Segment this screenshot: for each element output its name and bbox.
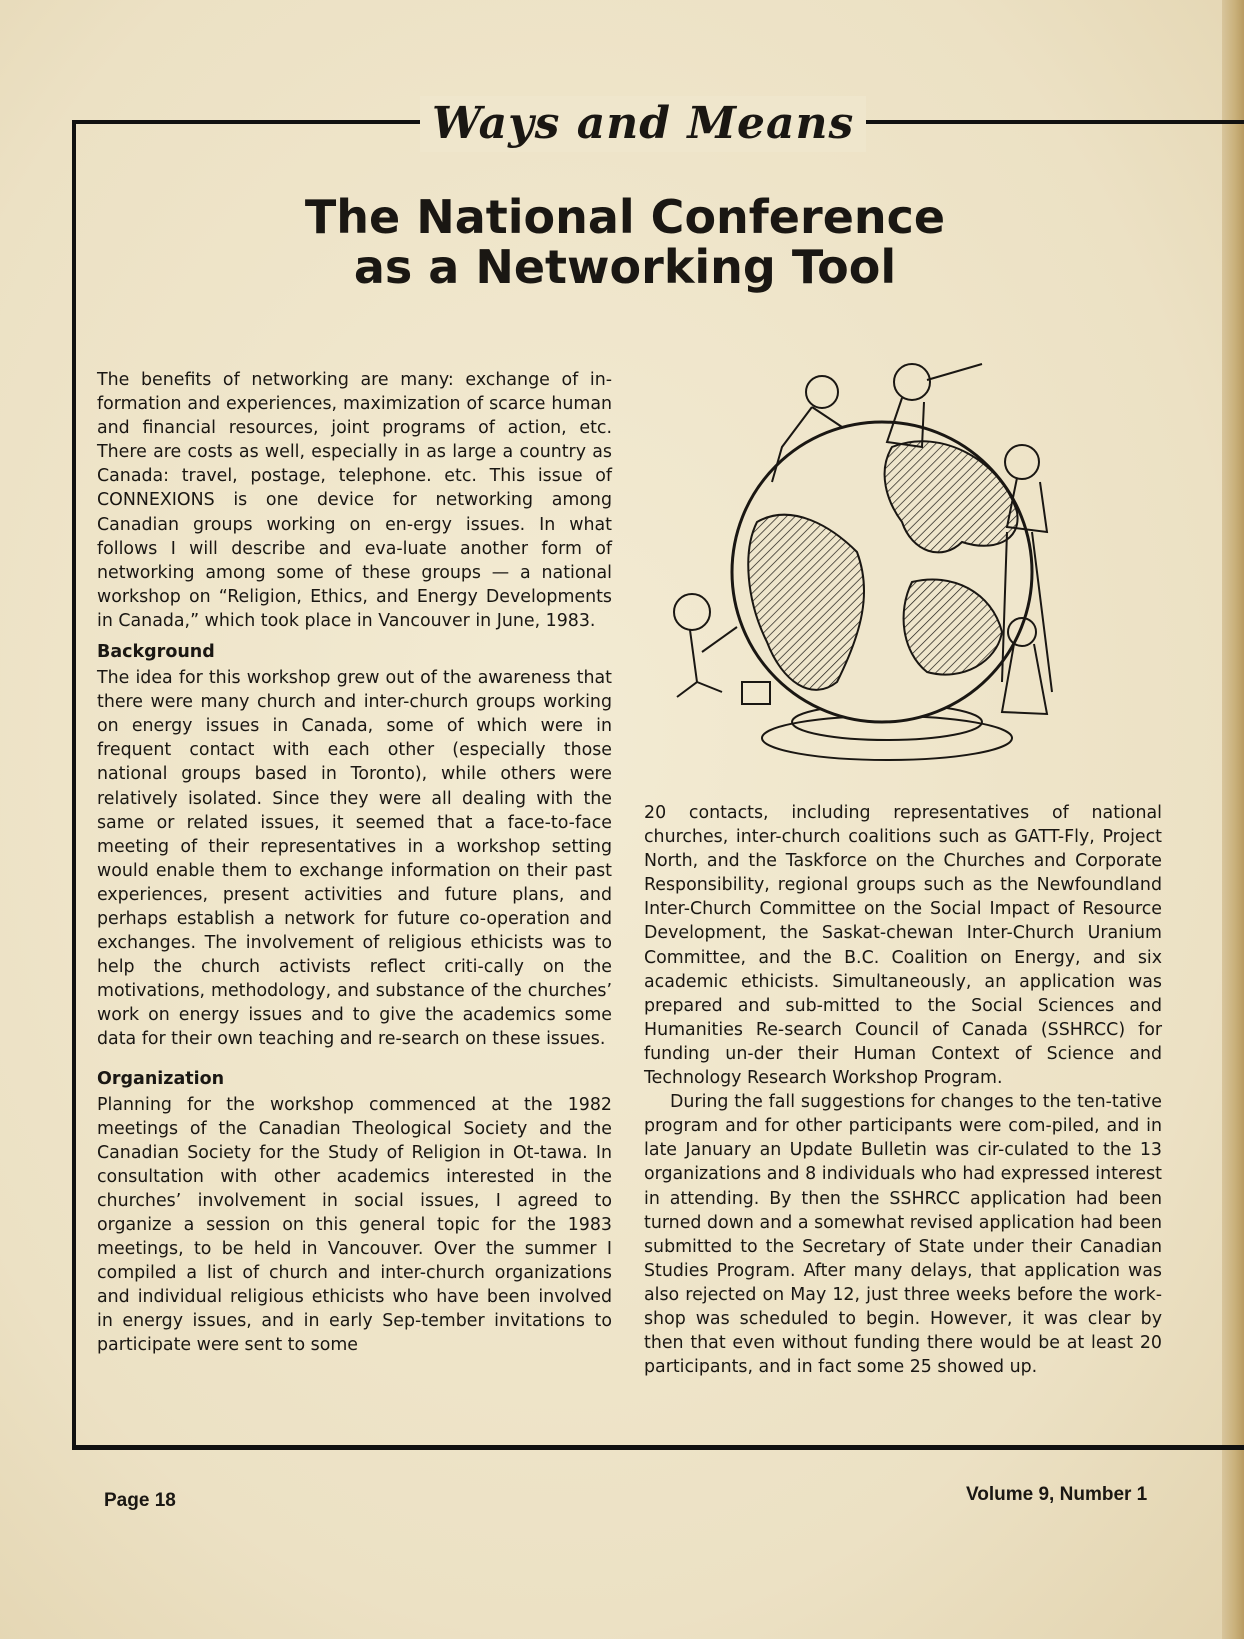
page-number: Page 18 bbox=[104, 1490, 176, 1511]
headline-line-1: The National Conference bbox=[304, 190, 946, 244]
right-paragraph-1: 20 contacts, including representatives of national churches, inter-church coalitions such as GATT-Fly, Project North, and the Taskforce on the Churches and Corporate Responsibility, regional groups such as the Newfoundland Inter-Church Committee on the Social Impact of Resource Development, the Saskat-chewan Inter-Church Uranium Committee, and the B.C. Coalition on Energy, and six academic ethicists. Simultaneously, an application was prepared and sub-mitted to the Social Sciences and Humanities Re-search Council of Canada (SSHRCC) for funding un-der their Human Context of Science and Technology Research Workshop Program. bbox=[644, 803, 1162, 1089]
figure-bottom-right bbox=[1002, 618, 1047, 714]
issue-number: Volume 9, Number 1 bbox=[966, 1484, 1148, 1505]
background-paragraph: The idea for this workshop grew out of the awareness that there were many church and inter-church groups working on energy issues in Canada, some of which were in frequent contact with each other (especially those national groups based in Toronto), while others were relatively isolated. Since they were all dealing with the same or related issues, it seemed that a face-to-face meeting of their representatives in a workshop setting would enable them to exchange information on their past experiences, present activities and future plans, and perhaps establish a network for future co-operation and exchanges. The involvement of religious ethicists was to help the church activists reflect criti-cally on the motivations, methodology, and substance of the churches’ work on energy issues and to give the academics some data for their own teaching and re-search on these issues. bbox=[97, 668, 612, 1050]
left-column bbox=[97, 368, 612, 1358]
right-paragraph-2: During the fall suggestions for changes to the ten-tative program and for other participants were com-piled, and in late January an Update Bulletin was cir-culated to the 13 organizations and 8 individuals who had expressed interest in attending. By then the SSHRCC application had been turned down and a somewhat revised application had been submitted to the Secretary of State under their Canadian Studies Program. After many delays, that application was also rejected on May 12, just three weeks before the work-shop was scheduled to begin. However, it was clear by then that even without funding there would be at least 20 participants, and in fact some 25 showed up. bbox=[644, 1092, 1162, 1378]
globe-illustration bbox=[662, 352, 1102, 784]
right-column bbox=[644, 801, 1162, 1379]
intro-paragraph: The benefits of networking are many: exchange of in-formation and experiences, maximization of scarce human and financial resources, joint programs of action, etc. There are costs as well, especially in as large a country as Canada: travel, postage, telephone. etc. This issue of CONNEXIONS is one device for networking among Canadian groups working on en-ergy issues. In what follows I will describe and eva-luate another form of networking among some of these groups — a national workshop on “Religion, Ethics, and Energy Developments in Canada,” which took place in Vancouver in June, 1983. bbox=[97, 370, 612, 631]
article-headline bbox=[250, 192, 1000, 292]
section-title: Ways and Means bbox=[420, 96, 866, 152]
organization-paragraph: Planning for the workshop commenced at the 1982 meetings of the Canadian Theological Society and the Canadian Society for the Study of Religion in Ot-tawa. In consultation with other academics interested in the churches’ involvement in social issues, I agreed to organize a session on this general topic for the 1983 meetings, to be held in Vancouver. Over the summer I compiled a list of church and inter-church organizations and individual religious ethicists who have been involved in energy issues, and in early Sep-tember invitations to participate were sent to some bbox=[97, 1094, 612, 1356]
background-heading: Background bbox=[97, 642, 215, 663]
organization-heading: Organization bbox=[97, 1068, 225, 1089]
headline-line-2: as a Networking Tool bbox=[353, 240, 897, 294]
